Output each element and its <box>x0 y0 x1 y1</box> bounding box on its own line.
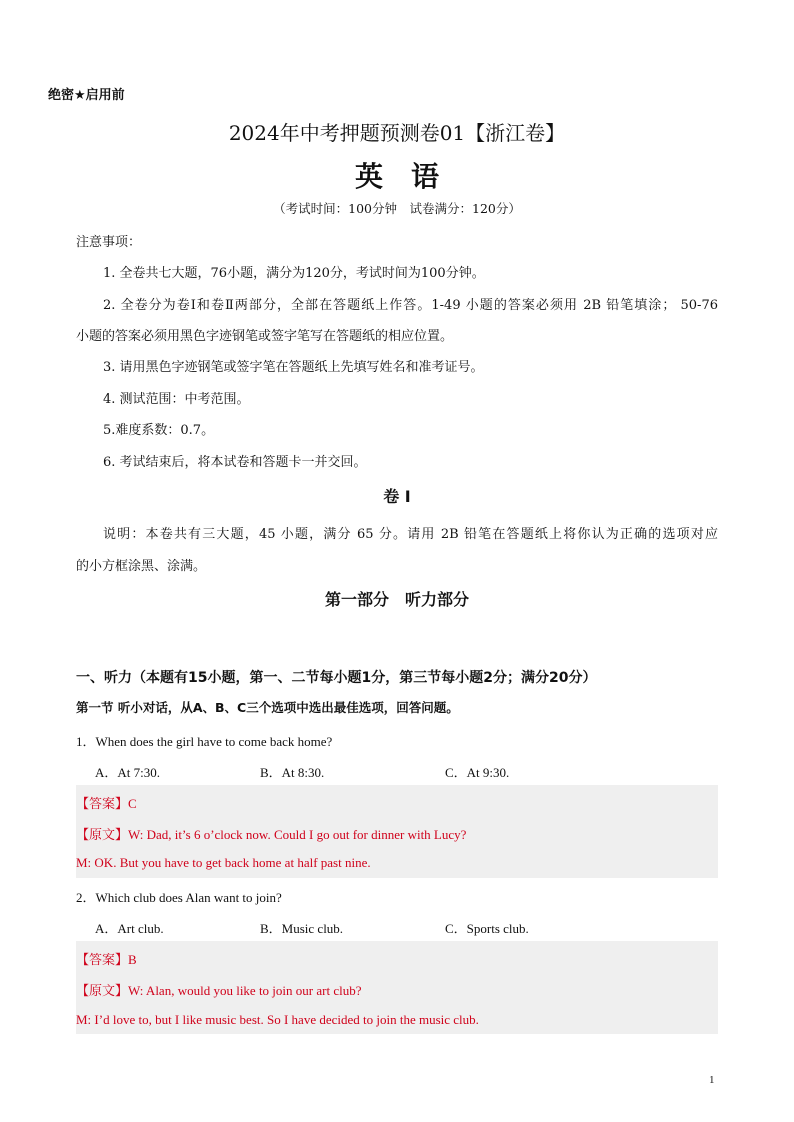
question-2-option-b: B．Music club. <box>260 921 344 936</box>
exam-title: 2024年中考押题预测卷01【浙江卷】 <box>228 121 566 145</box>
confidential-label: 绝密★启用前 <box>48 88 125 103</box>
note-item-6: 6. 考试结束后，将本试卷和答题卡一并交回。 <box>103 455 367 470</box>
note-item-1: 1. 全卷共七大题，76小题，满分为120分，考试时间为100分钟。 <box>103 266 485 281</box>
question-2-script-1: 【原文】W: Alan, would you like to join our art club? <box>76 983 362 998</box>
question-2-stem: 2．Which club does Alan want to join? <box>76 890 282 905</box>
note-item-2b: 小题的答案必须用黑色字迹钢笔或签字笔写在答题纸的相应位置。 <box>76 329 454 344</box>
note-item-2a: 2. 全卷分为卷Ⅰ和卷Ⅱ两部分，全部在答题纸上作答。1-49 小题的答案必须用 2B 铅笔填涂； 50-76 <box>103 298 718 313</box>
question-1-script-2: M: OK. But you have to get back home at half past nine. <box>76 855 371 870</box>
note-item-5: 5.难度系数：0.7。 <box>103 423 215 438</box>
exam-info: （考试时间：100分钟 试卷满分：120分） <box>273 201 521 216</box>
question-2-answer: 【答案】B <box>76 952 137 967</box>
question-1-option-b: B．At 8:30. <box>260 765 325 780</box>
page-number: 1 <box>709 1074 715 1086</box>
question-1-option-c: C．At 9:30. <box>445 765 510 780</box>
question-1-answer: 【答案】C <box>76 796 137 811</box>
question-1-stem: 1．When does the girl have to come back home? <box>76 734 333 749</box>
volume-desc-a: 说明：本卷共有三大题，45 小题，满分 65 分。请用 2B 铅笔在答题纸上将你认为正确的选项对应 <box>103 527 718 542</box>
question-2-script-2: M: I’d love to, but I like music best. So I have decided to join the music club. <box>76 1012 479 1027</box>
question-1-script-1: 【原文】W: Dad, it’s 6 o’clock now. Could I go out for dinner with Lucy? <box>76 827 467 842</box>
question-1-option-a: A．At 7:30. <box>95 765 161 780</box>
section-subheading: 第一节 听小对话，从A、B、C三个选项中选出最佳选项，回答问题。 <box>76 700 459 715</box>
question-2-option-c: C．Sports club. <box>445 921 529 936</box>
volume-desc-b: 的小方框涂黑、涂满。 <box>76 559 207 574</box>
question-2-option-a: A．Art club. <box>95 921 164 936</box>
section-heading: 一、听力（本题有15小题，第一、二节每小题1分，第三节每小题2分；满分20分） <box>76 670 597 686</box>
volume-title: 卷 I <box>383 487 411 506</box>
part-title: 第一部分 听力部分 <box>324 590 469 609</box>
notes-heading: 注意事项： <box>76 235 142 250</box>
note-item-4: 4. 测试范围：中考范围。 <box>103 392 250 407</box>
subject-title: 英语 <box>354 160 467 193</box>
note-item-3: 3. 请用黑色字迹钢笔或签字笔在答题纸上先填写姓名和准考证号。 <box>103 360 484 375</box>
